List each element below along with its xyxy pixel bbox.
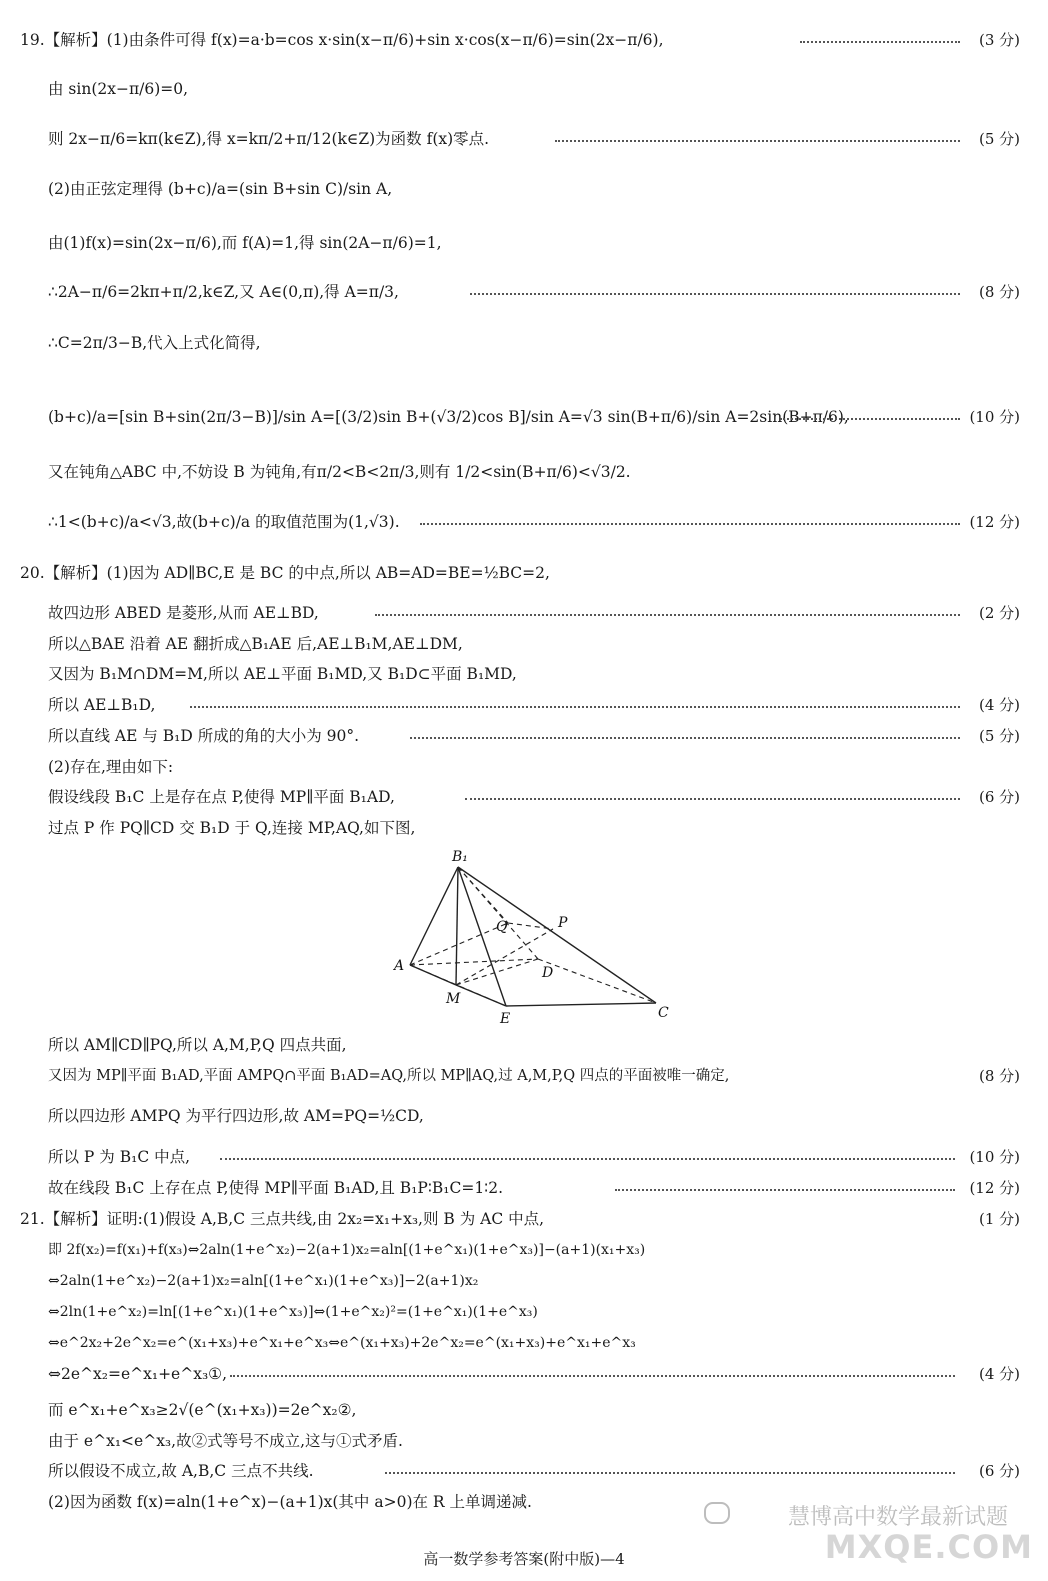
line-text: 过点 P 作 PQ∥CD 交 B₁D 于 Q,连接 MP,AQ,如下图, bbox=[48, 819, 416, 837]
score-label: (4 分) bbox=[978, 696, 1020, 714]
leader-dots bbox=[375, 614, 960, 616]
line-text: 假设线段 B₁C 上是存在点 P,使得 MP∥平面 B₁AD, bbox=[48, 788, 395, 806]
score-label: (6 分) bbox=[978, 1462, 1020, 1480]
edge-B1M bbox=[456, 867, 458, 985]
edge-EC bbox=[506, 1003, 656, 1006]
line-16 bbox=[0, 719, 1048, 753]
line-text: 由 sin(2x−π/6)=0, bbox=[48, 80, 189, 98]
line-26 bbox=[0, 1233, 1048, 1267]
line-20 bbox=[0, 1028, 1048, 1062]
line-text: 所以 AM∥CD∥PQ,所以 A,M,P,Q 四点共面, bbox=[48, 1036, 347, 1054]
line-text: 所以四边形 AMPQ 为平行四边形,故 AM=PQ=½CD, bbox=[48, 1107, 424, 1125]
leader-dots bbox=[800, 41, 960, 43]
line-text: 即 2f(x₂)=f(x₁)+f(x₃)⇔2aln(1+e^x₂)−2(a+1)x₂=aln[(1+e^x₁)(1+e^x₃)]−(a+1)(x₁+x₃) bbox=[48, 1242, 646, 1258]
line-text: 故四边形 ABED 是菱形,从而 AE⊥BD, bbox=[48, 604, 319, 622]
edge-AD bbox=[410, 959, 538, 965]
line-text: 又因为 MP∥平面 B₁AD,平面 AMPQ∩平面 B₁AD=AQ,所以 MP∥AQ,过 A,M,P,Q 四点的平面被唯一确定, bbox=[48, 1068, 730, 1084]
score-label: (8 分) bbox=[978, 283, 1020, 301]
line-6 bbox=[0, 275, 1048, 309]
leader-dots bbox=[780, 418, 960, 420]
score-label: (10 分) bbox=[969, 408, 1020, 426]
line-text: 21.【解析】证明:(1)假设 A,B,C 三点共线,由 2x₂=x₁+x₃,则 B 为 AC 中点, bbox=[20, 1210, 545, 1228]
line-15 bbox=[0, 688, 1048, 722]
line-22 bbox=[0, 1099, 1048, 1133]
score-label: (5 分) bbox=[978, 130, 1020, 148]
score-label: (12 分) bbox=[969, 1179, 1020, 1197]
edge-MP bbox=[456, 929, 553, 985]
line-30 bbox=[0, 1357, 1048, 1391]
line-text: (b+c)/a=[sin B+sin(2π/3−B)]/sin A=[(3/2)sin B+(√3/2)cos B]/sin A=√3 sin(B+π/6)/sin A=2sin(B+π/6), bbox=[48, 408, 849, 426]
score-label: (2 分) bbox=[978, 604, 1020, 622]
label-D: D bbox=[542, 965, 554, 981]
line-5 bbox=[0, 226, 1048, 260]
line-text: ∴C=2π/3−B,代入上式化简得, bbox=[48, 334, 261, 352]
line-29 bbox=[0, 1326, 1048, 1360]
line-text: 19.【解析】(1)由条件可得 f(x)=a·b=cos x·sin(x−π/6)+sin x·cos(x−π/6)=sin(2x−π/6), bbox=[20, 31, 664, 49]
leader-dots bbox=[615, 1189, 955, 1191]
edge-QP bbox=[508, 923, 553, 929]
label-C: C bbox=[658, 1005, 669, 1021]
score-label: (8 分) bbox=[978, 1067, 1020, 1085]
score-label: (4 分) bbox=[978, 1365, 1020, 1383]
line-text: ⇔2e^x₂=e^x₁+e^x₃①, bbox=[48, 1365, 227, 1383]
score-label: (5 分) bbox=[978, 727, 1020, 745]
line-7 bbox=[0, 326, 1048, 360]
line-8 bbox=[0, 400, 1048, 434]
line-text: 故在线段 B₁C 上存在点 P,使得 MP∥平面 B₁AD,且 B₁P∶B₁C=1∶2. bbox=[48, 1179, 504, 1197]
leader-dots bbox=[420, 523, 960, 525]
edge-AQ bbox=[410, 923, 508, 965]
line-18 bbox=[0, 780, 1048, 814]
label-A: A bbox=[394, 958, 405, 974]
line-text: 而 e^x₁+e^x₃≥2√(e^(x₁+x₃))=2e^x₂②, bbox=[48, 1401, 357, 1419]
page-footer: 高一数学参考答案(附中版)—4 bbox=[423, 1550, 625, 1568]
edge-B1Q bbox=[458, 867, 508, 923]
line-text: 又在钝角△ABC 中,不妨设 B 为钝角,有π/2<B<2π/3,则有 1/2<sin(B+π/6)<√3/2. bbox=[48, 463, 631, 481]
line-text: 所以假设不成立,故 A,B,C 三点不共线. bbox=[48, 1462, 314, 1480]
edge-B1A bbox=[410, 867, 458, 965]
line-text: 所以直线 AE 与 B₁D 所成的角的大小为 90°. bbox=[48, 727, 360, 745]
line-2 bbox=[0, 72, 1048, 106]
edge-AM bbox=[410, 965, 456, 985]
line-12 bbox=[0, 596, 1048, 630]
score-label: (3 分) bbox=[978, 31, 1020, 49]
wechat-icon bbox=[704, 1502, 730, 1524]
label-M: M bbox=[446, 991, 461, 1007]
score-label: (1 分) bbox=[978, 1210, 1020, 1228]
line-4 bbox=[0, 172, 1048, 206]
leader-dots bbox=[220, 1158, 955, 1160]
label-Q: Q bbox=[496, 919, 508, 935]
line-23 bbox=[0, 1140, 1048, 1174]
line-text: ∴1<(b+c)/a<√3,故(b+c)/a 的取值范围为(1,√3). bbox=[48, 513, 400, 531]
line-9 bbox=[0, 455, 1048, 489]
leader-dots bbox=[385, 1472, 955, 1474]
score-label: (6 分) bbox=[978, 788, 1020, 806]
leader-dots bbox=[410, 737, 960, 739]
line-10 bbox=[0, 505, 1048, 539]
pyramid-diagram bbox=[388, 843, 678, 1023]
line-3 bbox=[0, 122, 1048, 156]
label-B1: B₁ bbox=[452, 849, 468, 865]
line-text: 由(1)f(x)=sin(2x−π/6),而 f(A)=1,得 sin(2A−π/6)=1, bbox=[48, 234, 442, 252]
line-13 bbox=[0, 627, 1048, 661]
line-17 bbox=[0, 750, 1048, 784]
line-text: 又因为 B₁M∩DM=M,所以 AE⊥平面 B₁MD,又 B₁D⊂平面 B₁MD, bbox=[48, 665, 517, 683]
leader-dots bbox=[555, 140, 960, 142]
leader-dots bbox=[465, 798, 960, 800]
edge-B1E bbox=[458, 867, 506, 1006]
watermark-brand: 慧博高中数学最新试题 bbox=[787, 1505, 1008, 1530]
leader-dots bbox=[190, 706, 960, 708]
line-21 bbox=[0, 1059, 1048, 1093]
line-text: 由于 e^x₁<e^x₃,故②式等号不成立,这与①式矛盾. bbox=[48, 1432, 403, 1450]
edge-DC bbox=[538, 959, 656, 1003]
label-P: P bbox=[558, 915, 568, 931]
edge-B1C bbox=[458, 867, 656, 1003]
line-text: 20.【解析】(1)因为 AD∥BC,E 是 BC 的中点,所以 AB=AD=BE=½BC=2, bbox=[20, 564, 550, 582]
line-text: (2)因为函数 f(x)=aln(1+e^x)−(a+1)x(其中 a>0)在 R 上单调递减. bbox=[48, 1493, 532, 1511]
line-32 bbox=[0, 1424, 1048, 1458]
line-19 bbox=[0, 811, 1048, 845]
score-label: (10 分) bbox=[969, 1148, 1020, 1166]
line-27 bbox=[0, 1264, 1048, 1298]
watermark-site: MXQE.COM bbox=[824, 1528, 1033, 1566]
line-text: 所以△BAE 沿着 AE 翻折成△B₁AE 后,AE⊥B₁M,AE⊥DM, bbox=[48, 635, 463, 653]
line-text: 则 2x−π/6=kπ(k∈Z),得 x=kπ/2+π/12(k∈Z)为函数 f(x)零点. bbox=[48, 130, 490, 148]
line-text: 所以 AE⊥B₁D, bbox=[48, 696, 156, 714]
line-text: (2)由正弦定理得 (b+c)/a=(sin B+sin C)/sin A, bbox=[48, 180, 393, 198]
label-E: E bbox=[500, 1011, 511, 1023]
line-text: ⇔2ln(1+e^x₂)=ln[(1+e^x₁)(1+e^x₃)]⇔(1+e^x₂)²=(1+e^x₁)(1+e^x₃) bbox=[48, 1304, 538, 1320]
leader-dots bbox=[230, 1375, 955, 1377]
line-14 bbox=[0, 657, 1048, 691]
line-24 bbox=[0, 1171, 1048, 1205]
line-text: (2)存在,理由如下: bbox=[48, 758, 174, 776]
line-text: 所以 P 为 B₁C 中点, bbox=[48, 1148, 191, 1166]
line-text: ⇔e^2x₂+2e^x₂=e^(x₁+x₃)+e^x₁+e^x₃⇔e^(x₁+x₃)+2e^x₂=e^(x₁+x₃)+e^x₁+e^x₃ bbox=[48, 1335, 636, 1351]
line-text: ∴2A−π/6=2kπ+π/2,k∈Z,又 A∈(0,π),得 A=π/3, bbox=[48, 283, 399, 301]
line-25 bbox=[0, 1202, 1048, 1236]
line-31 bbox=[0, 1393, 1048, 1427]
line-1 bbox=[0, 23, 1048, 57]
line-28 bbox=[0, 1295, 1048, 1329]
line-text: ⇔2aln(1+e^x₂)−2(a+1)x₂=aln[(1+e^x₁)(1+e^x₃)]−2(a+1)x₂ bbox=[48, 1273, 479, 1289]
score-label: (12 分) bbox=[969, 513, 1020, 531]
line-11 bbox=[0, 556, 1048, 590]
line-33 bbox=[0, 1454, 1048, 1488]
leader-dots bbox=[470, 293, 960, 295]
